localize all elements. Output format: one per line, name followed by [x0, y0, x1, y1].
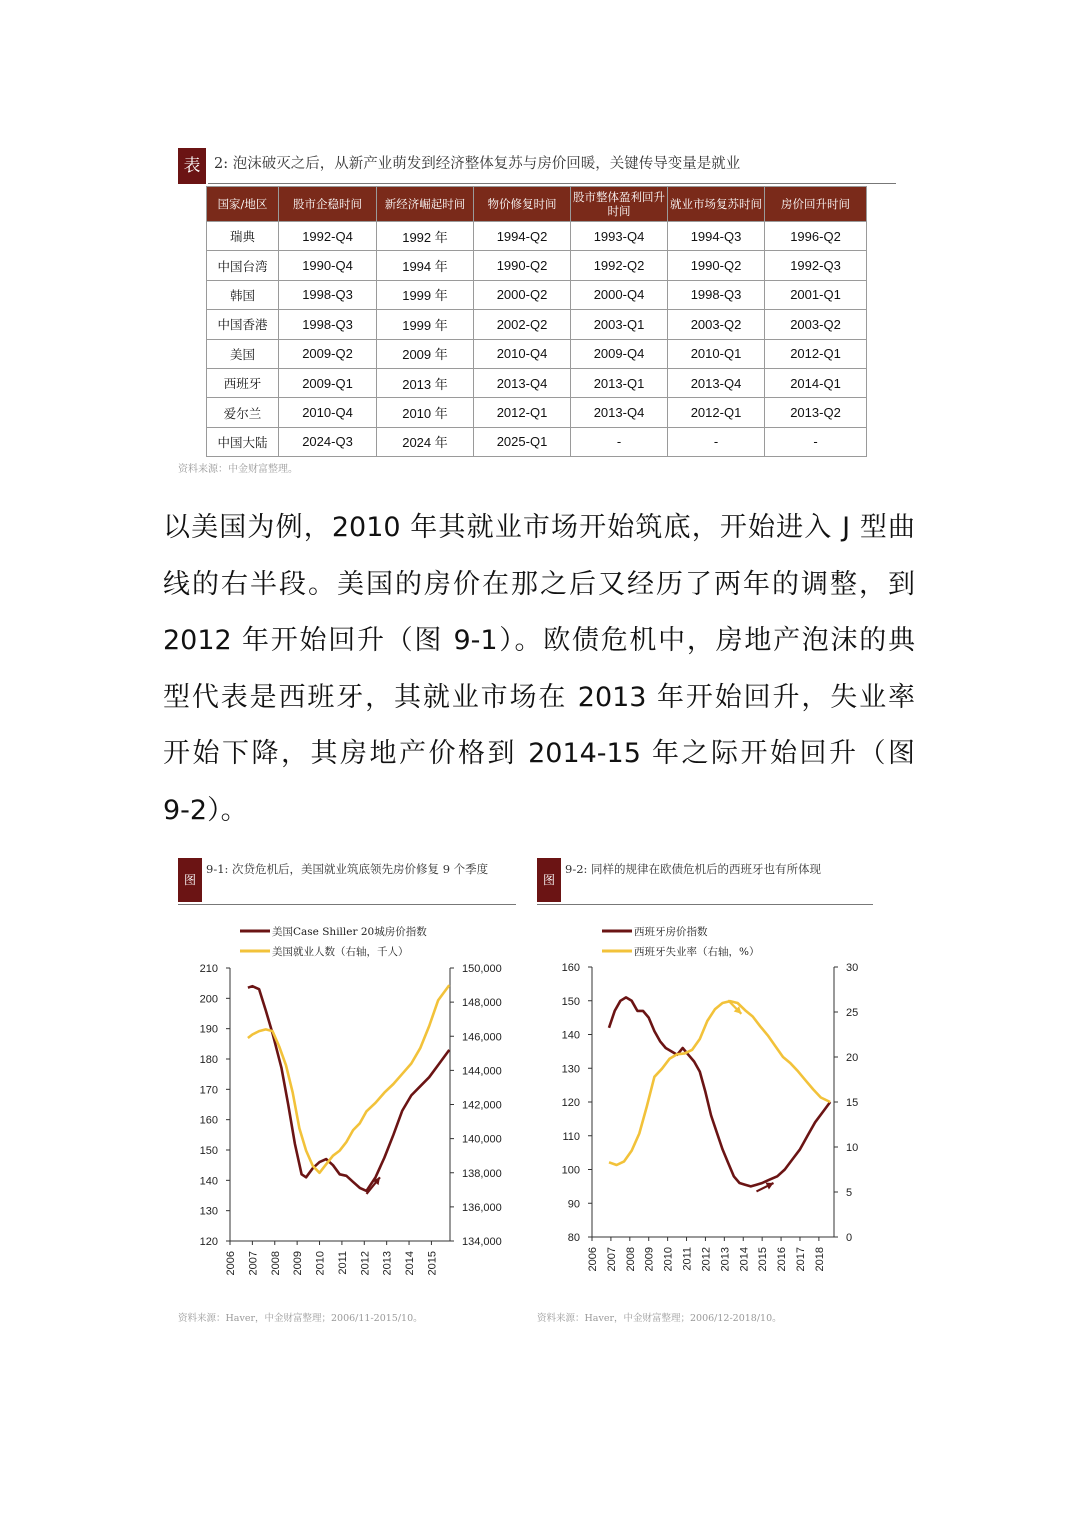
- y-right-tick-label: 140,000: [462, 1133, 502, 1146]
- table-cell: 2013-Q4: [571, 398, 668, 427]
- caption-divider: [208, 183, 896, 184]
- row-label-cell: 美国: [207, 339, 279, 368]
- row-label-cell: 西班牙: [207, 368, 279, 397]
- column-header: 就业市场复苏时间: [668, 187, 765, 222]
- y-right-tick-label: 10: [846, 1142, 859, 1154]
- y-right-tick-label: 150,000: [462, 963, 502, 975]
- y-left-tick-label: 190: [199, 1023, 218, 1036]
- y-right-tick-label: 20: [846, 1052, 859, 1064]
- table-caption-text: 2: 泡沫破灭之后，从新产业萌发到经济整体复苏与房价回暖，关键传导变量是就业: [214, 156, 741, 172]
- table-cell: 2010-Q4: [474, 339, 571, 368]
- body-paragraph: [163, 500, 923, 839]
- table-cell: 1992-Q3: [765, 251, 867, 280]
- table-cell: 1992-Q2: [571, 251, 668, 280]
- y-left-tick-label: 130: [199, 1205, 218, 1218]
- x-tick-label: 2012: [359, 1251, 372, 1276]
- row-label-cell: 瑞典: [207, 222, 279, 251]
- table-cell: 2024 年: [377, 427, 474, 456]
- table-source: 资料来源：中金财富整理。: [178, 464, 298, 475]
- table-caption: [178, 148, 896, 184]
- table-cell: 2025-Q1: [474, 427, 571, 456]
- y-right-tick-label: 25: [846, 1007, 859, 1019]
- x-tick-label: 2016: [776, 1247, 789, 1272]
- x-tick-label: 2010: [662, 1247, 675, 1272]
- table-cell: 1994 年: [377, 251, 474, 280]
- y-right-tick-label: 146,000: [462, 1031, 502, 1044]
- table-cell: 1998-Q3: [279, 280, 377, 309]
- table-cell: 2010 年: [377, 398, 474, 427]
- legend-label: 西班牙房价指数: [634, 926, 708, 938]
- table-cell: 1994-Q2: [474, 222, 571, 251]
- table-header-row: [207, 187, 867, 222]
- table-row: [207, 251, 867, 280]
- figure-tag: 图: [178, 858, 202, 902]
- row-label-cell: 中国大陆: [207, 427, 279, 456]
- table-cell: 2010-Q4: [279, 398, 377, 427]
- data-table: [206, 186, 867, 457]
- table-cell: 1992-Q4: [279, 222, 377, 251]
- table-row: [207, 368, 867, 397]
- table-cell: 1998-Q3: [279, 310, 377, 339]
- column-header: 房价回升时间: [765, 187, 867, 222]
- x-tick-label: 2012: [700, 1247, 713, 1272]
- column-header: 物价修复时间: [474, 187, 571, 222]
- x-tick-label: 2015: [757, 1247, 770, 1272]
- table-cell: 2012-Q1: [474, 398, 571, 427]
- series-line-0: [609, 997, 830, 1186]
- table-cell: 2003-Q1: [571, 310, 668, 339]
- x-tick-label: 2013: [381, 1251, 394, 1276]
- table-cell: 2001-Q1: [765, 280, 867, 309]
- table-cell: -: [765, 427, 867, 456]
- table-cell: 2013-Q1: [571, 368, 668, 397]
- y-right-tick-label: 138,000: [462, 1167, 502, 1180]
- table-cell: 2000-Q4: [571, 280, 668, 309]
- table-cell: 1999 年: [377, 280, 474, 309]
- figure-tag: 图: [537, 858, 561, 902]
- table-cell: 2009-Q4: [571, 339, 668, 368]
- table-cell: 2000-Q2: [474, 280, 571, 309]
- table-cell: 2012-Q1: [668, 398, 765, 427]
- y-right-tick-label: 142,000: [462, 1099, 502, 1112]
- y-left-tick-label: 120: [199, 1236, 218, 1248]
- x-tick-label: 2006: [225, 1251, 237, 1276]
- figure-9-2: [537, 858, 873, 1328]
- figure-9-1: [178, 858, 516, 1328]
- y-left-tick-label: 210: [199, 963, 218, 975]
- table-body: [207, 222, 867, 457]
- table-cell: 1999 年: [377, 310, 474, 339]
- y-right-tick-label: 134,000: [462, 1236, 502, 1248]
- table-cell: 1998-Q3: [668, 280, 765, 309]
- column-header: 股市企稳时间: [279, 187, 377, 222]
- y-right-tick-label: 30: [846, 962, 859, 974]
- series-line-1: [248, 985, 449, 1173]
- y-left-tick-label: 170: [199, 1084, 218, 1097]
- legend-label: 西班牙失业率（右轴，%）: [634, 946, 760, 958]
- table-cell: 1990-Q4: [279, 251, 377, 280]
- y-right-tick-label: 144,000: [462, 1065, 502, 1078]
- legend-label: 美国就业人数（右轴，千人）: [272, 946, 409, 958]
- chart-9-2: [537, 858, 873, 1298]
- x-tick-label: 2007: [247, 1251, 260, 1276]
- x-tick-label: 2009: [643, 1247, 656, 1272]
- table-cell: -: [571, 427, 668, 456]
- y-left-tick-label: 160: [199, 1114, 218, 1127]
- paragraph-line: 以美国为例，2010 年其就业市场开始筑底，开始进入 J 型曲: [163, 512, 915, 543]
- y-left-tick-label: 150: [561, 995, 580, 1008]
- table-cell: 1992 年: [377, 222, 474, 251]
- row-label-cell: 中国香港: [207, 310, 279, 339]
- table-cell: 2003-Q2: [668, 310, 765, 339]
- x-tick-label: 2008: [624, 1247, 637, 1272]
- paragraph-line: 型代表是西班牙，其就业市场在 2013 年开始回升，失业率: [163, 681, 915, 713]
- table-cell: 1996-Q2: [765, 222, 867, 251]
- y-left-tick-label: 140: [199, 1175, 218, 1188]
- x-tick-label: 2011: [336, 1251, 349, 1275]
- table-cell: -: [668, 427, 765, 456]
- y-left-tick-label: 80: [567, 1232, 580, 1244]
- y-left-tick-label: 120: [561, 1097, 580, 1109]
- y-left-tick-label: 100: [561, 1164, 580, 1177]
- y-left-tick-label: 150: [199, 1145, 218, 1157]
- table-cell: 2013-Q4: [474, 368, 571, 397]
- table-row: [207, 398, 867, 427]
- x-tick-label: 2013: [719, 1247, 732, 1272]
- table-cell: 1994-Q3: [668, 222, 765, 251]
- table-row: [207, 280, 867, 309]
- legend-label: 美国Case Shiller 20城房价指数: [272, 926, 427, 938]
- paragraph-line: 开始下降，其房地产价格到 2014-15 年之际开始回升（图: [163, 738, 915, 769]
- x-tick-label: 2014: [404, 1251, 417, 1276]
- y-left-tick-label: 160: [561, 962, 580, 974]
- table-cell: 2013 年: [377, 368, 474, 397]
- row-label-cell: 韩国: [207, 280, 279, 309]
- table-cell: 2003-Q2: [765, 310, 867, 339]
- figure-title: 9-2: 同样的规律在欧债危机后的西班牙也有所体现: [565, 862, 822, 876]
- table-cell: 2002-Q2: [474, 310, 571, 339]
- x-tick-label: 2010: [314, 1251, 327, 1276]
- x-tick-label: 2007: [605, 1247, 618, 1272]
- series-line-0: [248, 986, 449, 1191]
- row-label-cell: 中国台湾: [207, 251, 279, 280]
- column-header: 股市整体盈利回升时间: [571, 187, 668, 222]
- y-right-tick-label: 15: [846, 1097, 859, 1109]
- paragraph-line: 2012 年开始回升（图 9-1）。欧债危机中，房地产泡沫的典: [163, 625, 915, 656]
- y-right-tick-label: 0: [846, 1232, 853, 1244]
- table-row: [207, 222, 867, 251]
- table-cell: 2014-Q1: [765, 368, 867, 397]
- paragraph-line: 9-2）。: [163, 794, 248, 826]
- column-header: 国家/地区: [207, 187, 279, 222]
- table-cell: 1993-Q4: [571, 222, 668, 251]
- x-tick-label: 2018: [813, 1247, 826, 1272]
- y-left-tick-label: 180: [199, 1054, 218, 1066]
- y-left-tick-label: 110: [562, 1130, 580, 1143]
- x-tick-label: 2006: [587, 1247, 599, 1272]
- y-left-tick-label: 200: [199, 993, 218, 1006]
- y-left-tick-label: 90: [567, 1198, 580, 1211]
- x-tick-label: 2017: [794, 1247, 807, 1272]
- table-cell: 1990-Q2: [474, 251, 571, 280]
- y-right-tick-label: 148,000: [462, 997, 502, 1010]
- x-tick-label: 2009: [292, 1251, 305, 1276]
- x-tick-label: 2008: [269, 1251, 282, 1276]
- row-label-cell: 爱尔兰: [207, 398, 279, 427]
- y-left-tick-label: 130: [561, 1063, 580, 1076]
- table-block: [178, 148, 896, 475]
- table-cell: 2010-Q1: [668, 339, 765, 368]
- table-cell: 2024-Q3: [279, 427, 377, 456]
- table-cell: 2012-Q1: [765, 339, 867, 368]
- table-cell: 2013-Q2: [765, 398, 867, 427]
- figure-title: 9-1: 次贷危机后，美国就业筑底领先房价修复 9 个季度: [206, 862, 489, 876]
- x-tick-label: 2011: [681, 1247, 694, 1271]
- paragraph-line: 线的右半段。美国的房价在那之后又经历了两年的调整，到: [163, 568, 915, 600]
- table-cell: 2013-Q4: [668, 368, 765, 397]
- y-left-tick-label: 140: [561, 1029, 580, 1042]
- x-tick-label: 2015: [426, 1251, 439, 1276]
- table-cell: 2009 年: [377, 339, 474, 368]
- column-header: 新经济崛起时间: [377, 187, 474, 222]
- table-cell: 2009-Q1: [279, 368, 377, 397]
- table-row: [207, 310, 867, 339]
- table-cell: 1990-Q2: [668, 251, 765, 280]
- table-tag: 表: [178, 148, 206, 184]
- figure-source: 资料来源：Haver，中金财富整理；2006/12-2018/10。: [537, 1313, 782, 1324]
- table-cell: 2009-Q2: [279, 339, 377, 368]
- table-row: [207, 339, 867, 368]
- chart-9-1: [178, 858, 516, 1298]
- x-tick-label: 2014: [738, 1247, 751, 1272]
- table-row: [207, 427, 867, 456]
- y-right-tick-label: 136,000: [462, 1201, 502, 1214]
- y-right-tick-label: 5: [846, 1187, 853, 1199]
- figure-source: 资料来源：Haver，中金财富整理；2006/11-2015/10。: [178, 1313, 423, 1324]
